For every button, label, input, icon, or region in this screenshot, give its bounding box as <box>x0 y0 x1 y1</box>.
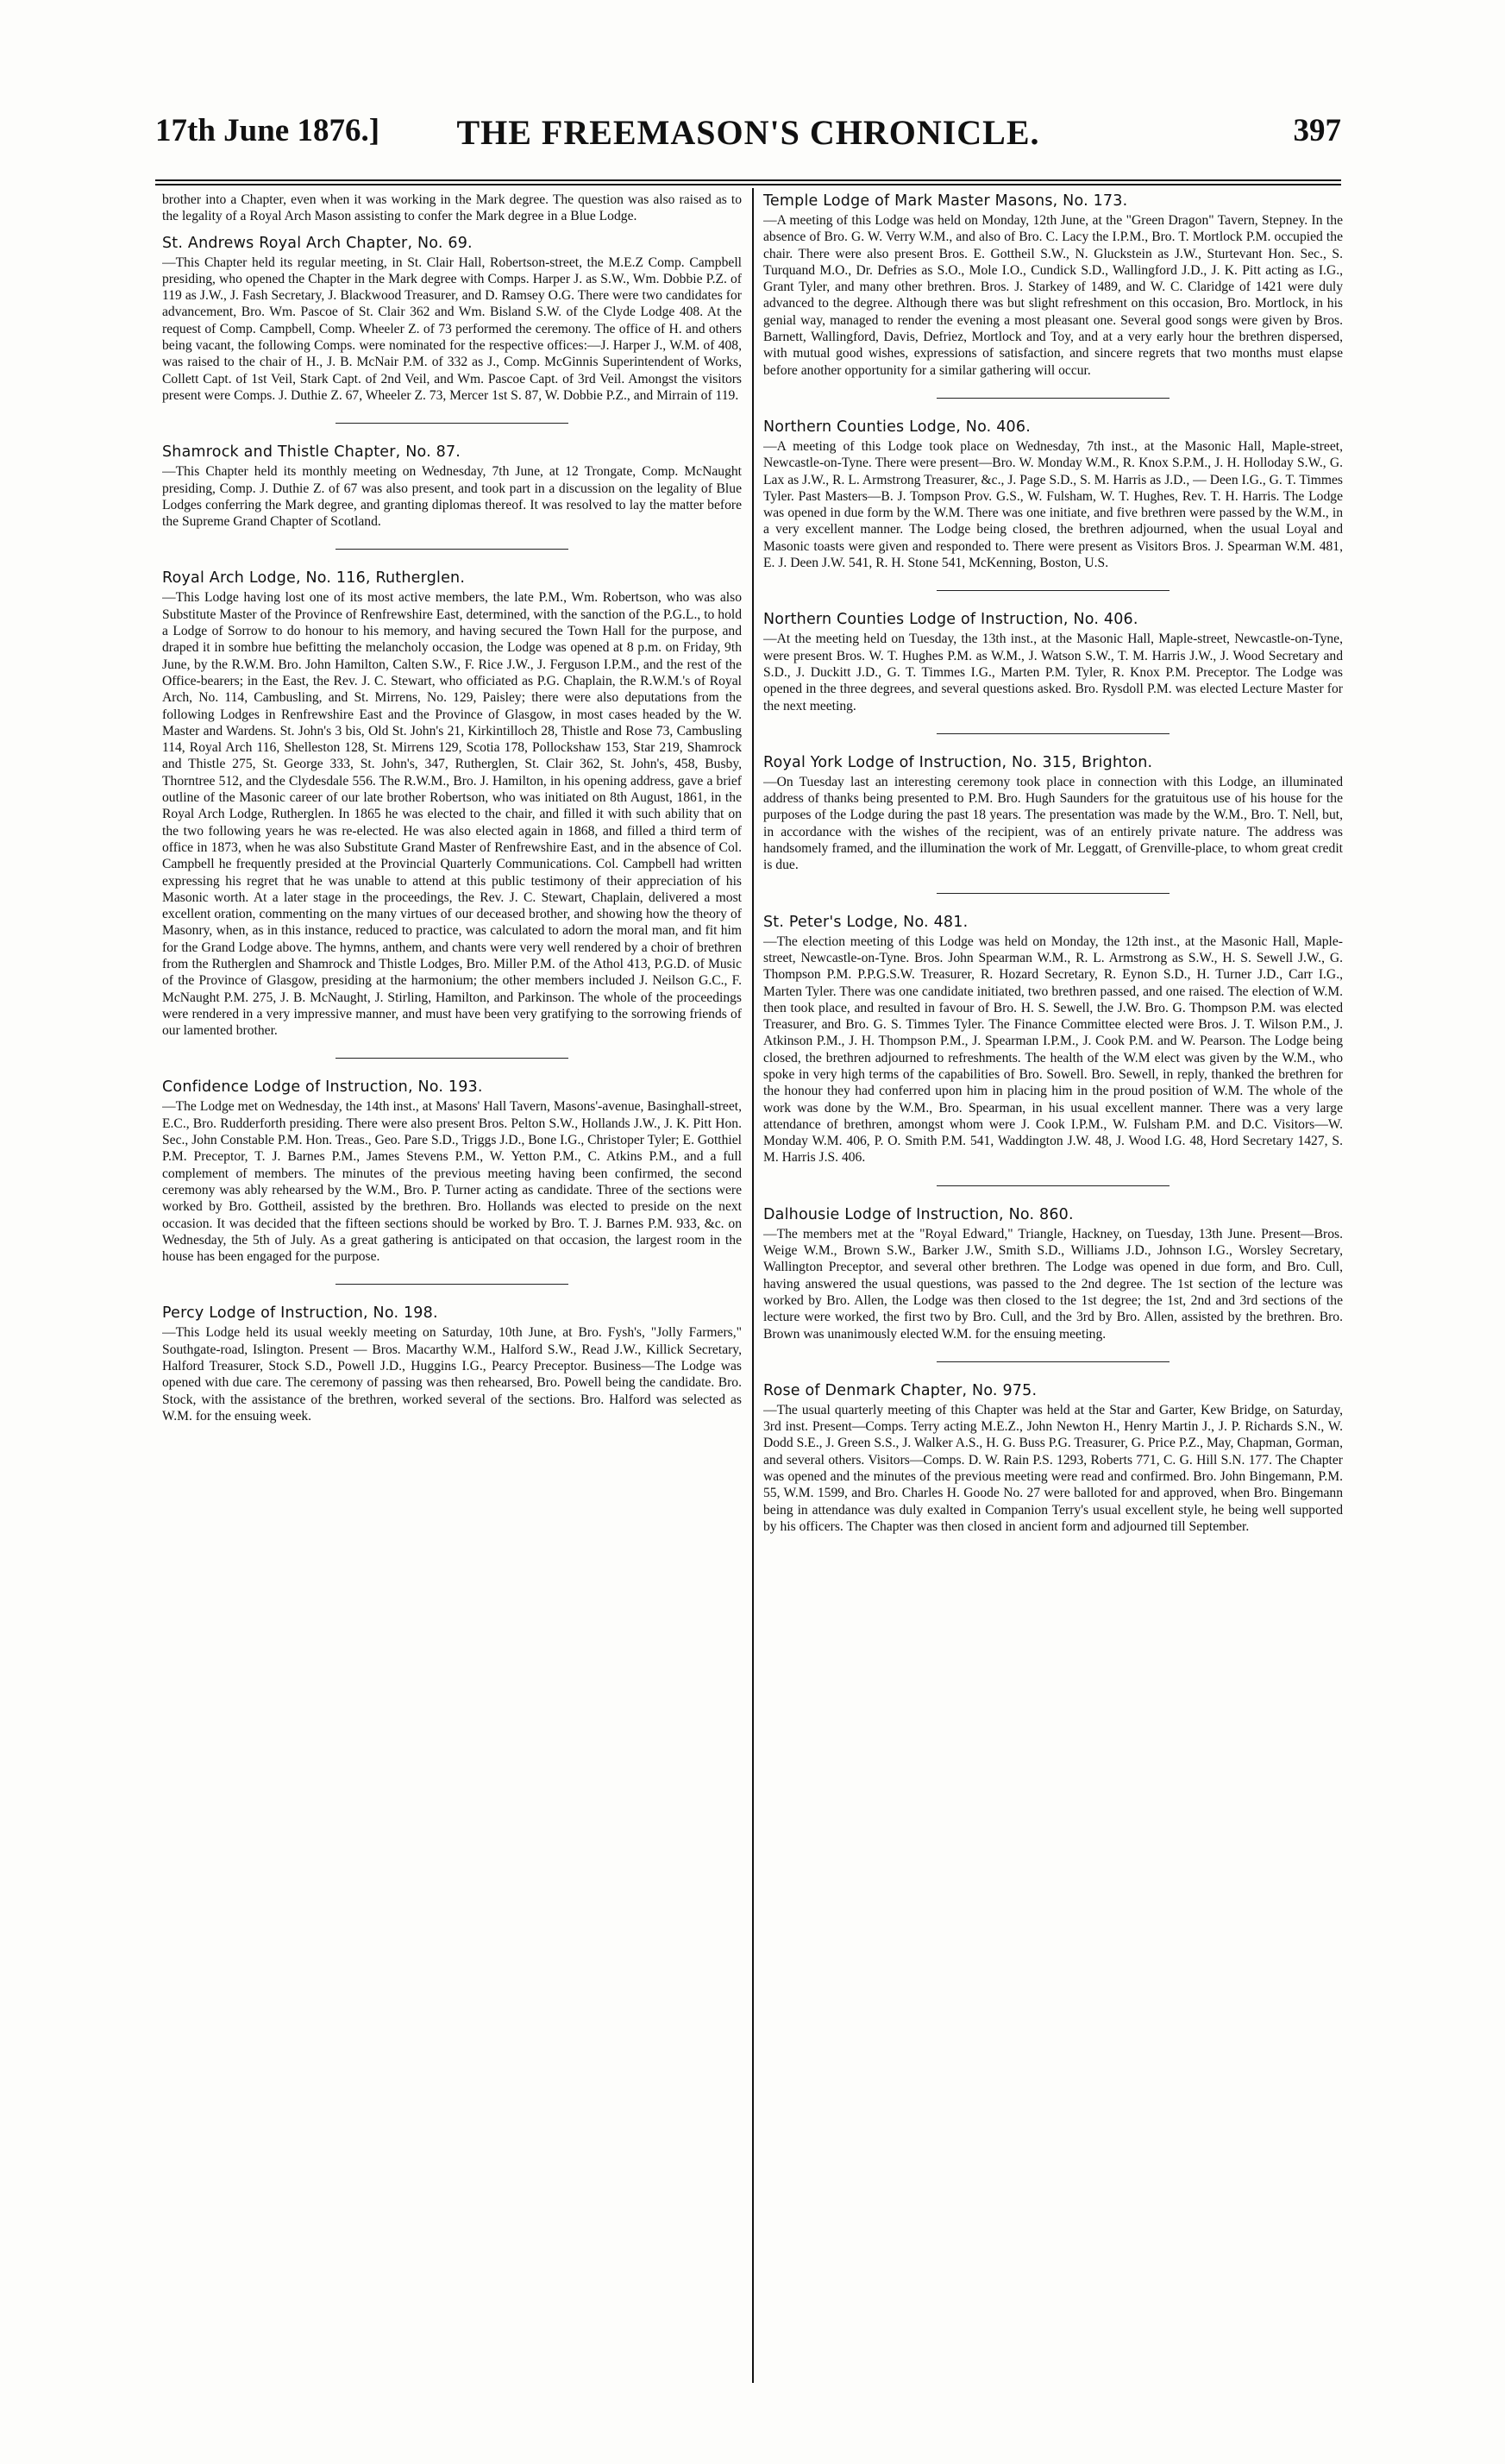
article-heading <box>763 610 1343 629</box>
header-rule <box>155 179 1341 181</box>
article-heading <box>162 234 742 253</box>
article-heading <box>763 1205 1343 1224</box>
article-heading-text: Temple Lodge of Mark Master Masons, No. 173. <box>763 192 1128 210</box>
article-heading <box>763 192 1343 211</box>
article-heading-text: Dalhousie Lodge of Instruction, No. 860. <box>763 1205 1074 1223</box>
article-body: —The usual quarterly meeting of this Chapter was held at the Star and Garter, Kew Bridge, on Saturday, 3rd inst. Present—Comps. Terry acting M.E.Z., John Newton H., Henry Martin J., J. P. Richards S.N., W. Dodd S.E., J. Green S.S., J. Walker A.S., H. G. Buss P.G. Treasurer, G. Price P.Z., May, Chapman, Gorman, and several others. Visitors—Comps. D. W. Rain P.S. 1293, Roberts 771, C. G. Hill S.N. 177. The Chapter was opened and the minutes of the previous meeting were read and confirmed. Bro. John Bingemann, P.M. 55, W.M. 1599, and Bro. Charles H. Goode No. 27 were balloted for and approved, when Bro. Bingemann being in attendance was duly exalted in Companion Terry's usual excellent style, he being well supported by his officers. The Chapter was then closed in ancient form and adjourned till September. <box>763 1402 1343 1534</box>
page-number: 397 <box>1293 113 1341 148</box>
article-body: —The members met at the "Royal Edward," Triangle, Hackney, on Tuesday, 13th June. Present—Bros. Weige W.M., Brown S.W., Barker J.W., Smith S.D., Williams J.D., Johnson I.G., Worsley Secretary, Wallington Preceptor, and several other brethren. The Lodge was opened in due form, and Bro. Cull, having answered the usual questions, was passed to the 2nd degree. The 1st section of the lecture was worked by Bro. Allen, the Lodge was then closed to the 1st degree; the 1st, 2nd and 3rd sections of the lecture were worked, the first two by Bro. Cull, and the 3rd by Bro. Allen, assisted by the brethren. Bro. Brown was unanimously elected W.M. for the ensuing meeting. <box>763 1226 1343 1342</box>
article <box>162 443 742 530</box>
article <box>162 1078 742 1265</box>
article-heading-text: Royal York Lodge of Instruction, No. 315, Brighton. <box>763 753 1153 771</box>
article-body: brother into a Chapter, even when it was working in the Mark degree. The question was also raised as to the legality of a Royal Arch Mason assisting to confer the Mark degree in a Blue Lodge. <box>162 192 742 224</box>
article-body: —A meeting of this Lodge took place on Wednesday, 7th inst., at the Masonic Hall, Maple-street, Newcastle-on-Tyne. There were present—Bro. W. Monday W.M., R. Knox S.P.M., J. H. Holloday S.W., G. Lax as J.W., R. L. Armstrong Treasurer, &c., J. Page S.D., S. M. Harris as J.D., — Deen I.G., G. T. Timmes Tyler. Past Masters—B. J. Tompson Prov. G.S., W. Fulsham, W. T. Hughes, Rev. T. H. Harris. The Lodge was opened in due form by the W.M. There was one initiate, and five brethren were passed by the W.M., in a very excellent manner. The Lodge being closed, the brethren adjourned, when the usual Loyal and Masonic toasts were given and responded to. There were present as Visitors Bros. J. Spearman W.M. 481, E. J. Deen J.W. 541, R. H. Stone 541, McKenning, Boston, U.S. <box>763 438 1343 571</box>
article-heading-text: Percy Lodge of Instruction, No. 198. <box>162 1304 438 1323</box>
masthead <box>155 112 1341 164</box>
article-heading-text: St. Andrews Royal Arch Chapter, No. 69. <box>162 234 473 252</box>
article-heading-text: Royal Arch Lodge, No. 116, Rutherglen. <box>162 569 466 588</box>
article-heading <box>162 1304 742 1323</box>
article-separator <box>937 1185 1170 1186</box>
continued-article <box>162 192 742 225</box>
article-separator <box>335 549 568 550</box>
article-body: —This Chapter held its regular meeting, in St. Clair Hall, Robertson-street, the M.E.Z Comp. Campbell presiding, who opened the Chapter in the Mark degree with Comps. Harper J. as S.W., Wm. Dobbie P.Z. of 119 as J.W., J. Fash Secretary, J. Blackwood Treasurer, and D. Ramsey O.G. There were two candidates for advancement, Bro. Wm. Pascoe of St. Clair 362 and Wm. Bisland S.W. of the Clyde Lodge 408. At the request of Comp. Campbell, Comp. Wheeler Z. of 73 performed the ceremony. The office of H. and others being vacant, the following Comps. were nominated for the respective offices:—J. Harper J., W.M. of 408, was raised to the chair of H., J. B. McNair P.M. of 332 as J., Comp. McGinnis Superintendent of Works, Collett Capt. of 1st Veil, Stark Capt. of 2nd Veil, and Wm. Pascoe Capt. of 3rd Veil. Amongst the visitors present were Comps. J. Duthie Z. 67, Wheeler Z. 73, Mercer 1st S. 87, W. Dobbie P.Z., and Mirrain of 119. <box>162 255 742 403</box>
article-heading <box>763 753 1343 772</box>
publication-title: THE FREEMASON'S CHRONICLE. <box>456 113 1040 152</box>
article-heading-text: St. Peter's Lodge, No. 481. <box>763 913 969 931</box>
article-body: —The Lodge met on Wednesday, the 14th inst., at Masons' Hall Tavern, Masons'-avenue, Basinghall-street, E.C., Bro. Rudderforth presiding. There were also present Bros. Pelton S.W., Hollands J.W., J. K. Pitt Hon. Sec., John Constable P.M. Hon. Treas., Geo. Pare S.D., Triggs J.D., Bone I.G., Christoper Tyler; E. Gotthiel P.M. Preceptor, T. J. Barnes P.M., James Stevens P.M., W. Yetton P.M., C. Atkins P.M., and a full complement of members. The minutes of the previous meeting having been confirmed, the second ceremony was ably rehearsed by the W.M., Bro. P. Turner acting as candidate. Three of the sections were worked by Bro. Gottheil, assisted by the brethren. Bro. Hollands was elected to preside on the next occasion. It was decided that the fifteen sections should be worked by Bro. T. J. Barnes P.M. 933, &c. on Wednesday, the 5th of July. As a great gathering is anticipated on that occasion, the largest room in the house has been engaged for the purpose. <box>162 1099 742 1265</box>
article-separator <box>335 1284 568 1285</box>
right-column <box>763 192 1343 2383</box>
issue-date: 17th June 1876.] <box>155 113 380 148</box>
article <box>763 753 1343 874</box>
article-body: —A meeting of this Lodge was held on Monday, 12th June, at the "Green Dragon" Tavern, Stepney. In the absence of Bro. G. W. Verry W.M., and also of Bro. C. Lacy the I.P.M., Bro. T. Mortlock P.M. occupied the chair. There were also present Bros. E. Gottheil S.W., N. Gluckstein as J.W., Sturtevant Hon. Sec., S. Turquand M.O., Dr. Defries as S.O., Mole I.O., Cundick S.D., Wallingford J.D., J. K. Pitt acting as I.G., Grant Tyler, and many other brethren. Bros. J. Starkey of 1489, and W. C. Claridge of 1421 were duly advanced to the degree. Although there was but slight refreshment on this occasion, Bro. Mortlock, in his genial way, managed to render the evening a most pleasant one. Several good songs were given by Bros. Barnett, Wallingford, Davis, Defriez, Mortlock and Toy, and at a very early hour the brethren dispersed, with mutual good wishes, expressions of satisfaction, and sincere regrets that two months must elapse before another opportunity for a similar gathering will occur. <box>763 213 1343 378</box>
article-body: —On Tuesday last an interesting ceremony took place in connection with this Lodge, an illuminated address of thanks being presented to P.M. Bro. Hugh Saunders for the gratuitous use of his house for the purposes of the Lodge during the past 18 years. The presentation was made by the W.M., Bro. T. Nell, but, in accordance with the wishes of the recipient, was of an entirely private nature. The address was handsomely framed, and the illumination the work of Mr. Leggatt, of Grenville-place, to whom great credit is due. <box>763 774 1343 873</box>
article-body: —This Lodge held its usual weekly meeting on Saturday, 10th June, at Bro. Fysh's, "Jolly Farmers," Southgate-road, Islington. Present — Bros. Macarthy W.M., Halford S.W., Read J.W., Killick Secretary, Halford Treasurer, Stock S.D., Powell J.D., Huggins I.G., Pearcy Preceptor. Business—The Lodge was opened with due care. The ceremony of passing was then rehearsed, Bro. Powell being the candidate. Bro. Stock, with the assistance of the brethren, worked several of the sections. Bro. Halford was selected as W.M. for the ensuing week. <box>162 1325 742 1424</box>
article <box>763 192 1343 379</box>
article <box>763 418 1343 571</box>
article-heading <box>763 1381 1343 1400</box>
article <box>763 610 1343 713</box>
article-heading <box>162 443 742 462</box>
article <box>162 1304 742 1424</box>
article-separator <box>937 893 1170 894</box>
article <box>162 234 742 405</box>
article-body: —At the meeting held on Tuesday, the 13th inst., at the Masonic Hall, Maple-street, Newcastle-on-Tyne, were present Bros. W. T. Hughes P.M. as W.M., J. Watson S.W., T. M. Harris J.W., J. Wood Secretary and S.D., J. Duckitt J.D., G. T. Timmes I.G., Marten P.M. Tyler, R. Knox P.M. Preceptor. The Lodge was opened in the three degrees, and several questions asked. Bro. Rysdoll P.M. was elected Lecture Master for the next meeting. <box>763 632 1343 713</box>
article-separator <box>937 590 1170 591</box>
left-column <box>162 192 742 2383</box>
article-body: —This Lodge having lost one of its most active members, the late P.M., Wm. Robertson, who was also Substitute Master of the Province of Renfrewshire East, determined, with the sanction of the P.G.L., to hold a Lodge of Sorrow to do honour to his memory, and having secured the Town Hall for the purpose, and draped it in sombre hue befitting the melancholy occasion, the Lodge was opened at 8 p.m. on Friday, 9th June, by the R.W.M. Bro. John Hamilton, Calten S.W., F. Rice J.W., J. Ferguson I.P.M., and the rest of the Office-bearers; in the East, the Rev. J. C. Stewart, who officiated as P.G. Chaplain, the R.W.M.'s of Royal Arch, No. 114, Cambusling, and St. Mirrens, No. 129, Paisley; there were also deputations from the following Lodges in Renfrewshire East and the Province of Glasgow, in most cases headed by the W. Master and Wardens. St. John's 3 bis, Old St. John's 21, Kirkintilloch 28, Thistle and Rose 73, Cambusling 114, Royal Arch 116, Shelleston 128, St. Mirrens 129, Scotia 178, Pollockshaw 153, Star 219, Shamrock and Thistle 275, St. George 333, St. John's, 347, Rutherglen, St. Clair 362, St. John's, 458, Busby, Thorntree 512, and the Clydesdale 556. The R.W.M., Bro. J. Hamilton, in his opening address, gave a brief outline of the Masonic career of our late brother Robertson, who was initiated on 8th August, 1861, in the Royal Arch Lodge, Rutherglen. In 1865 he was elected to the chair, and filled it with such ability that on the two following years he was re-elected. He was also elected again in 1868, and filled a third term of office in 1873, when he was also Substitute Grand Master of Renfrewshire East, and in the absence of Col. Campbell he frequently presided at the Provincial Quarterly Communications. Col. Campbell had written expressing his regret that he was unable to attend at this public testimony of their appreciation of his Masonic worth. At a later stage in the proceedings, the Rev. J. C. Stewart, Chaplain, delivered a most excellent oration, commenting on the many virtues of our deceased brother, and showing how the theory of Masonry, when, as in this instance, reduced to practice, was calculated to adorn the moral man, and fit him for the Grand Lodge above. The hymns, anthem, and chants were very well rendered by a choir of brethren from the Rutherglen and Shamrock and Thistle Lodges, Bro. Miller P.M. of the Athol 413, P.G.D. of Music of the Province of Glasgow, presiding at the harmonium; the other members included J. Neilson G.C., F. McNaught P.M. 275, J. B. McNaught, J. Stirling, Hamilton, and Parkinson. The whole of the proceedings were rendered in a very impressive manner, and must have been very gratifying to the sorrowing friends of our lamented brother. <box>162 590 742 1039</box>
column-divider <box>752 188 754 2383</box>
article-body: —The election meeting of this Lodge was held on Monday, the 12th inst., at the Masonic Hall, Maple-street, Newcastle-on-Tyne. Bros. John Spearman W.M., R. L. Armstrong as S.W., H. S. Sewell J.W., G. Thompson P.M. P.P.G.S.W. Treasurer, R. Hozard Secretary, R. Eynon S.D., H. Turner J.D., Carr I.G., Marten Tyler. There was one candidate initiated, two brethren passed, and one raised. The election of W.M. then took place, and resulted in favour of Bro. H. S. Sewell, the J.W. Bro. G. Thompson P.M. was elected Treasurer, and Bro. G. S. Timmes Tyler. The Finance Committee elected were Bros. J. T. Wilson P.M., J. Atkinson P.M., J. H. Thompson P.M., J. Spearman I.P.M., J. Cook P.M. and W. Pearson. The Lodge being closed, the brethren adjourned to refreshments. The health of the W.M elect was given by the W.M., who spoke in very high terms of the capabilities of Bro. Sowell. Bro. Sewell, in reply, thanked the brethren for the honour they had conferred upon him in placing him in the proud position of W.M. The whole of the work was done by the W.M., Bro. Spearman, in his usual excellent manner. There was a very large attendance of brethren, amongst whom were J. Cook I.P.M., W. Fulsham P.M. and D.C. Visitors—W. Monday W.M. 406, P. O. Smith P.M. 541, Waddington J.W. 48, J. Wood I.G. 48, Hord Secretary 1427, S. M. Harris J.S. 406. <box>763 933 1343 1166</box>
article-heading <box>162 1078 742 1097</box>
article-heading <box>763 913 1343 932</box>
article-heading-text: Rose of Denmark Chapter, No. 975. <box>763 1381 1038 1399</box>
article-heading-text: Northern Counties Lodge, No. 406. <box>763 418 1031 436</box>
article-separator <box>937 398 1170 399</box>
article <box>162 569 742 1039</box>
article-separator <box>335 1058 568 1059</box>
article <box>763 1381 1343 1535</box>
article-body: —This Chapter held its monthly meeting on Wednesday, 7th June, at 12 Trongate, Comp. McNaught presiding, Comp. J. Duthie Z. of 67 was also present, and took part in a discussion on the legality of Blue Lodges conferring the Mark degree, and granting diplomas thereof. It was resolved to lay the matter before the Supreme Grand Chapter of Scotland. <box>162 464 742 530</box>
article-separator <box>937 733 1170 734</box>
article-separator <box>335 423 568 424</box>
article <box>763 1205 1343 1342</box>
article-heading <box>162 569 742 588</box>
article-heading-text: Shamrock and Thistle Chapter, No. 87. <box>162 443 461 462</box>
article-heading <box>763 418 1343 437</box>
header-rule-thin <box>155 184 1341 185</box>
article <box>763 913 1343 1166</box>
article-heading-text: Northern Counties Lodge of Instruction, No. 406. <box>763 611 1138 629</box>
article-heading-text: Confidence Lodge of Instruction, No. 193. <box>162 1078 483 1097</box>
article-separator <box>937 1361 1170 1362</box>
